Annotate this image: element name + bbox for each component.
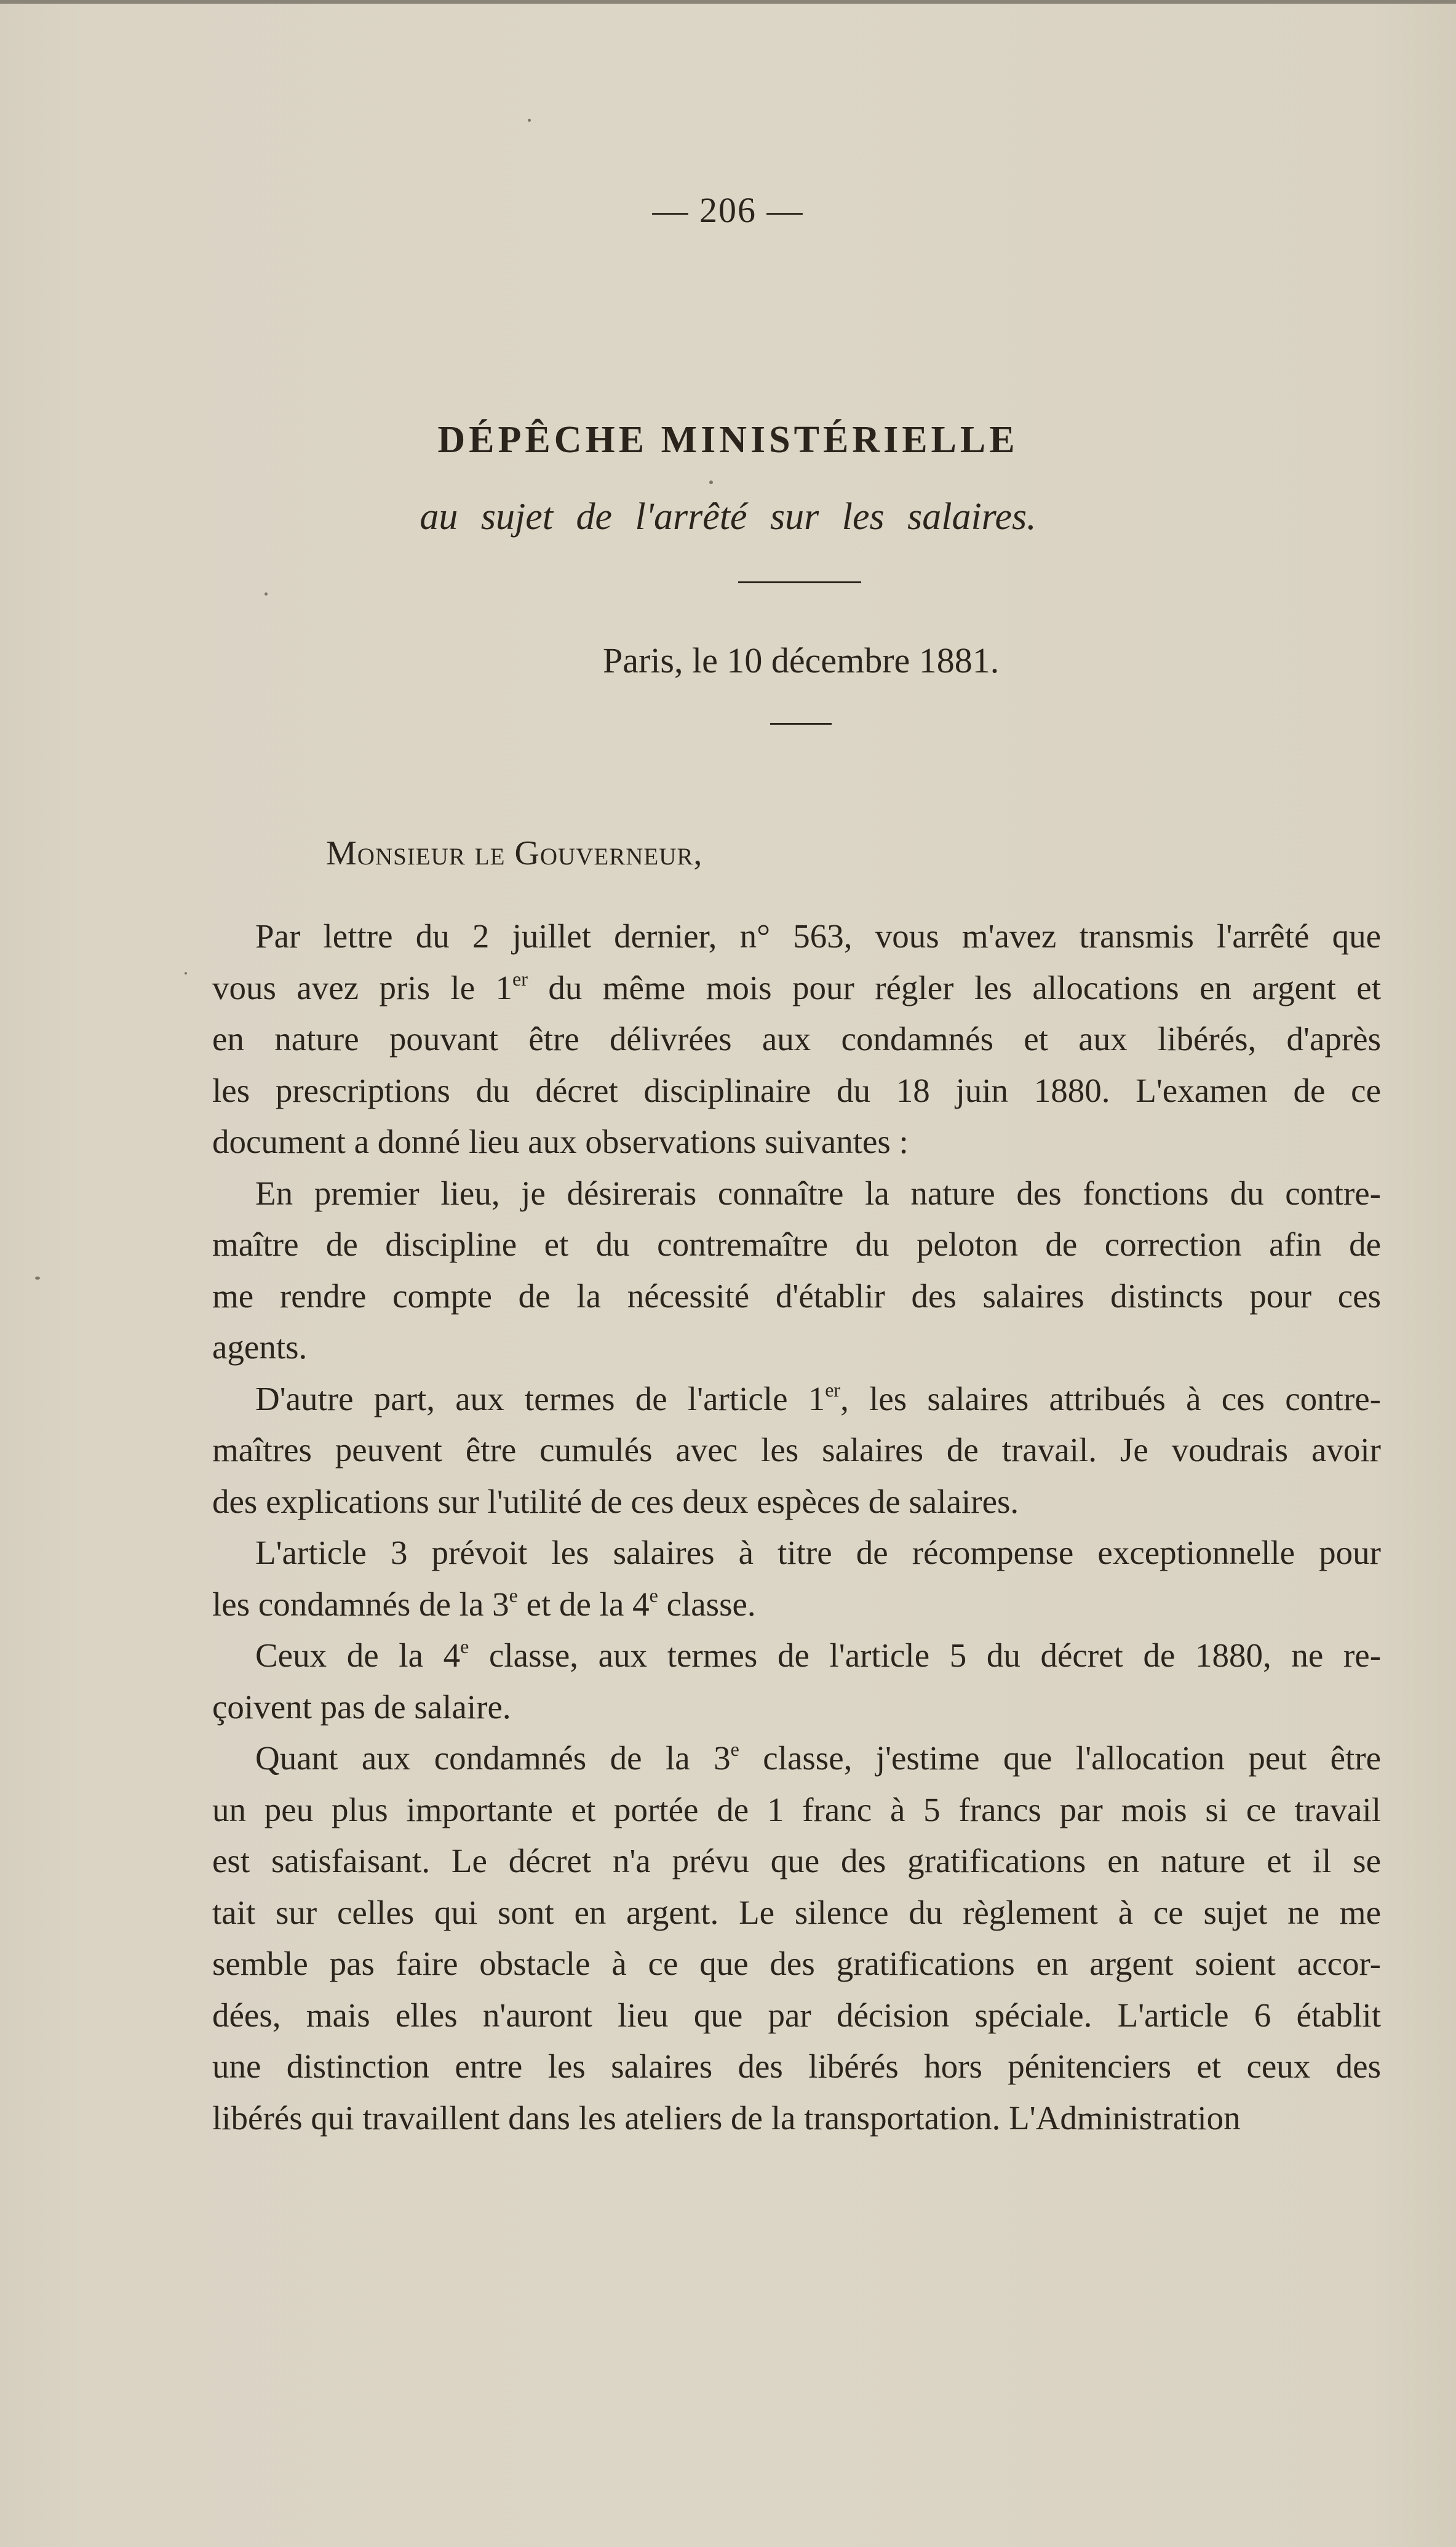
text-line: une distinction entre les salaires des libérés hors pénitenciers et ceux des	[212, 2047, 1381, 2085]
text-line: des explications sur l'utilité de ces deux espèces de salaires.	[212, 1482, 1019, 1520]
body-paragraph	[212, 911, 1381, 1168]
text-line: document a donné lieu aux observations suivantes :	[212, 1123, 909, 1160]
text-line: Ceux de la 4e classe, aux termes de l'article 5 du décret de 1880, ne re-	[255, 1635, 1382, 1674]
text-line: libérés qui travaillent dans les ateliers de la transportation. L'Administration	[212, 2099, 1241, 2137]
text-line: D'autre part, aux termes de l'article 1er, les salaires attribués à ces contre-	[255, 1378, 1381, 1417]
text-line: En premier lieu, je désirerais connaître la nature des fonctions du contre-	[255, 1174, 1381, 1212]
text-line: en nature pouvant être délivrées aux condamnés et aux libérés, d'après	[212, 1020, 1381, 1058]
ordinal-superscript: e	[730, 1738, 739, 1760]
text-line: semble pas faire obstacle à ce que des gratifications en argent soient accor-	[212, 1945, 1381, 1982]
text-line: agents.	[212, 1328, 308, 1366]
text-line: les condamnés de la 3e et de la 4e classe.	[212, 1584, 756, 1623]
title-divider	[738, 581, 861, 583]
text-line: Par lettre du 2 juillet dernier, n° 563, vous m'avez transmis l'arrêté que	[255, 917, 1381, 955]
text-line: vous avez pris le 1er du même mois pour régler les allocations en argent et	[212, 967, 1381, 1006]
text-line: maîtres peuvent être cumulés avec les salaires de travail. Je voudrais avoir	[212, 1431, 1381, 1469]
paper-speck	[185, 972, 187, 975]
body-paragraph	[212, 1527, 1381, 1630]
date-divider	[770, 723, 832, 725]
text-line: maître de discipline et du contremaître du peloton de correction afin de	[212, 1226, 1381, 1263]
text-line: est satisfaisant. Le décret n'a prévu que des gratifications en nature et il se	[212, 1842, 1381, 1879]
page-number: — 206 —	[652, 190, 804, 230]
text-line: çoivent pas de salaire.	[212, 1688, 511, 1726]
ordinal-superscript: er	[825, 1378, 841, 1401]
body-paragraph	[212, 1630, 1381, 1732]
paper-speck	[35, 1277, 40, 1280]
text-line: tait sur celles qui sont en argent. Le silence du règlement à ce sujet ne me	[212, 1893, 1381, 1931]
body-paragraph	[212, 1732, 1381, 2143]
text-line: me rendre compte de la nécessité d'établir des salaires distincts pour ces	[212, 1277, 1381, 1315]
paper-speck	[265, 592, 268, 596]
text-line: un peu plus importante et portée de 1 franc à 5 francs par mois si ce travail	[212, 1790, 1381, 1828]
paper-speck	[709, 480, 713, 484]
dateline: Paris, le 10 décembre 1881.	[603, 640, 1000, 680]
ordinal-superscript: er	[512, 967, 528, 990]
document-subtitle: au sujet de l'arrêté sur les salaires.	[420, 496, 1036, 538]
text-line: les prescriptions du décret disciplinaire du 18 juin 1880. L'examen de ce	[212, 1071, 1381, 1109]
body-paragraph	[212, 1373, 1381, 1528]
body-paragraph	[212, 1168, 1381, 1373]
text-line: dées, mais elles n'auront lieu que par décision spéciale. L'article 6 établit	[212, 1996, 1381, 2034]
document-title: DÉPÊCHE MINISTÉRIELLE	[437, 419, 1019, 461]
page-top-edge	[0, 0, 1456, 4]
salutation: Monsieur le Gouverneur,	[326, 834, 703, 872]
text-line: Quant aux condamnés de la 3e classe, j'estime que l'allocation peut être	[255, 1738, 1381, 1777]
ordinal-superscript: e	[509, 1584, 518, 1606]
letter-body	[212, 911, 1381, 2143]
paper-speck	[528, 119, 531, 122]
text-line: L'article 3 prévoit les salaires à titre de récompense exceptionnelle pour	[255, 1534, 1381, 1571]
ordinal-superscript: e	[460, 1635, 469, 1657]
ordinal-superscript: e	[649, 1584, 658, 1606]
